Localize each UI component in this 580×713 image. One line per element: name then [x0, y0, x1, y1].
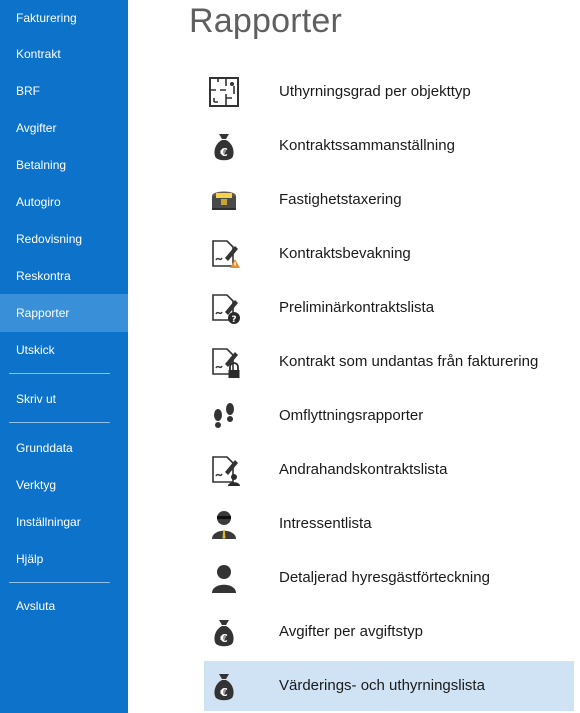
money-bag-icon — [208, 130, 240, 162]
sidebar — [0, 0, 128, 713]
sidebar-item-brf[interactable]: BRF — [16, 84, 40, 98]
contract-question-icon — [208, 292, 240, 324]
sidebar-divider — [9, 422, 110, 423]
agent-person-icon — [208, 508, 240, 540]
report-item-fastighetstaxering[interactable] — [204, 175, 574, 225]
svg-text:?: ? — [231, 315, 237, 324]
page-title: Rapporter — [189, 2, 342, 40]
sidebar-item-rapporter[interactable]: Rapporter — [0, 294, 128, 332]
sidebar-item-betalning[interactable]: Betalning — [16, 158, 67, 172]
report-label: Kontraktsbevakning — [279, 245, 411, 262]
svg-text:€: € — [220, 146, 228, 159]
sidebar-divider — [9, 373, 110, 374]
footprints-icon — [208, 400, 240, 432]
report-item-kontraktssammanstallning[interactable] — [204, 121, 574, 171]
report-item-kontrakt-undantas[interactable] — [204, 337, 574, 387]
sidebar-item-grunddata[interactable]: Grunddata — [16, 441, 73, 455]
sidebar-item-hjalp[interactable]: Hjälp — [16, 552, 44, 566]
sidebar-item-autogiro[interactable]: Autogiro — [16, 195, 61, 209]
report-label: Intressentlista — [279, 515, 372, 532]
report-item-intressentlista[interactable] — [204, 499, 574, 549]
sidebar-item-fakturering[interactable]: Fakturering — [16, 11, 77, 25]
report-item-kontraktsbevakning[interactable] — [204, 229, 574, 279]
report-item-andrahandskontraktslista[interactable] — [204, 445, 574, 495]
money-bag-icon — [208, 616, 240, 648]
report-label: Kontraktssammanställning — [279, 137, 455, 154]
sidebar-item-reskontra[interactable]: Reskontra — [16, 269, 71, 283]
report-item-hyresgastforteckning[interactable] — [204, 553, 574, 603]
sidebar-item-skriv-ut[interactable]: Skriv ut — [16, 392, 57, 406]
sidebar-item-verktyg[interactable]: Verktyg — [16, 478, 57, 492]
report-label: Värderings- och uthyrningslista — [279, 677, 485, 694]
report-item-avgifter-per-avgiftstyp[interactable] — [204, 607, 574, 657]
report-label: Fastighetstaxering — [279, 191, 402, 208]
sidebar-item-kontrakt[interactable]: Kontrakt — [16, 47, 61, 61]
sidebar-item-installningar[interactable]: Inställningar — [16, 515, 81, 529]
sidebar-item-redovisning[interactable]: Redovisning — [16, 232, 83, 246]
sidebar-item-utskick[interactable]: Utskick — [16, 343, 55, 357]
report-label: Kontrakt som undantas från fakturering — [279, 353, 539, 370]
svg-text:€: € — [220, 686, 228, 699]
sidebar-item-avsluta[interactable]: Avsluta — [16, 599, 56, 613]
treasure-chest-icon — [208, 184, 240, 216]
report-item-preliminarkontraktslista[interactable] — [204, 283, 574, 333]
contract-lock-icon — [208, 346, 240, 378]
floorplan-icon — [208, 76, 240, 108]
report-label: Uthyrningsgrad per objekttyp — [279, 83, 471, 100]
report-item-varderingslista[interactable] — [204, 661, 574, 711]
person-icon — [208, 562, 240, 594]
sidebar-item-avgifter[interactable]: Avgifter — [16, 121, 57, 135]
report-label: Avgifter per avgiftstyp — [279, 623, 423, 640]
report-label: Omflyttningsrapporter — [279, 407, 424, 424]
money-bag-icon — [208, 670, 240, 702]
report-item-omflyttningsrapporter[interactable] — [204, 391, 574, 441]
report-label: Andrahandskontraktslista — [279, 461, 448, 478]
report-label: Detaljerad hyresgästförteckning — [279, 569, 490, 586]
sidebar-divider — [9, 582, 110, 583]
contract-warning-icon — [208, 238, 240, 270]
svg-text:€: € — [220, 632, 228, 645]
contract-person-icon — [208, 454, 240, 486]
report-label: Preliminärkontraktslista — [279, 299, 435, 316]
report-item-uthyrningsgrad[interactable] — [204, 67, 574, 117]
